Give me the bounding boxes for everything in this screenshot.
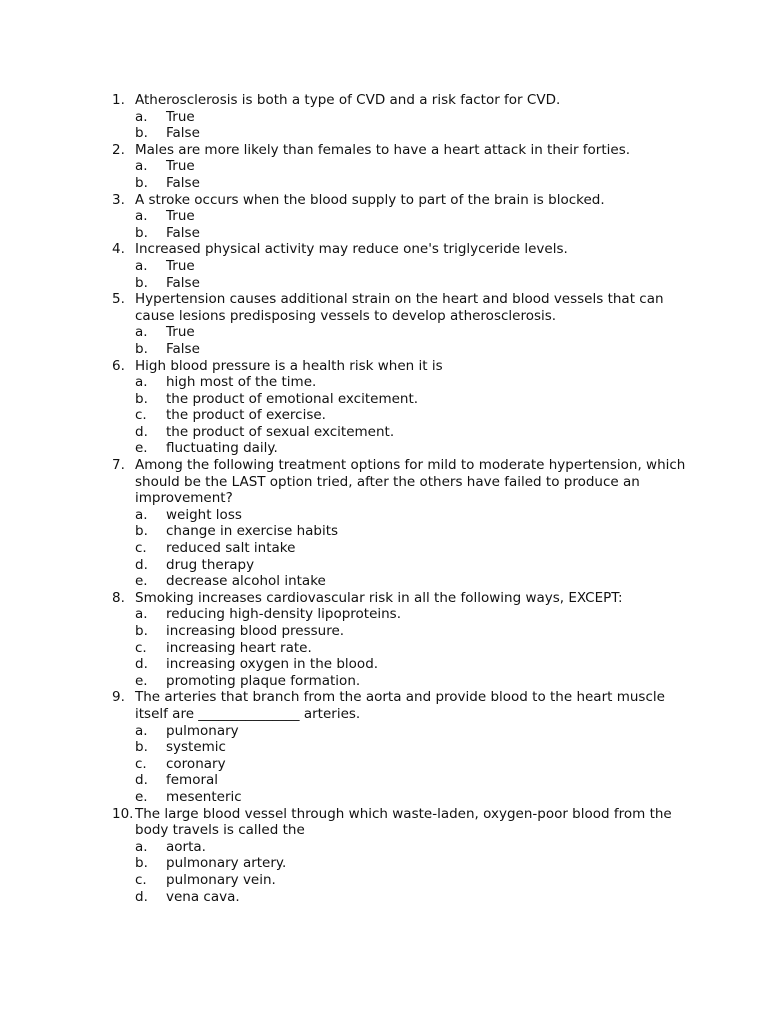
option-text: high most of the time. — [166, 374, 317, 391]
option-letter: e. — [135, 788, 148, 805]
question-7 — [112, 457, 692, 507]
option-text: vena cava. — [166, 888, 240, 905]
option-letter: d. — [135, 423, 148, 440]
option-item — [112, 341, 692, 358]
option-item — [112, 889, 692, 906]
option-letter: e. — [135, 672, 148, 689]
question-5 — [112, 291, 692, 324]
question-text: Among the following treatment options for mild to moderate hypertension, which should be the LAST option tried, after the others have failed to produce an improvement? — [135, 457, 690, 507]
option-text: False — [166, 340, 200, 357]
question-text: High blood pressure is a health risk when it is — [135, 357, 443, 374]
option-text: pulmonary artery. — [166, 855, 287, 872]
option-text: reduced salt intake — [166, 540, 296, 557]
option-letter: b. — [135, 224, 148, 241]
option-item — [112, 640, 692, 657]
option-letter: b. — [135, 523, 148, 540]
option-item — [112, 789, 692, 806]
option-text: increasing oxygen in the blood. — [166, 656, 379, 673]
question-number: 4. — [112, 241, 125, 258]
question-number: 2. — [112, 141, 125, 158]
option-text: the product of sexual excitement. — [166, 423, 395, 440]
option-item — [112, 523, 692, 540]
question-text: Males are more likely than females to have a heart attack in their forties. — [135, 141, 631, 158]
option-letter: a. — [135, 208, 148, 225]
option-text: True — [166, 324, 195, 341]
option-item — [112, 158, 692, 175]
option-item — [112, 175, 692, 192]
option-letter: c. — [135, 871, 147, 888]
option-item — [112, 391, 692, 408]
option-item — [112, 374, 692, 391]
option-text: True — [166, 158, 195, 175]
option-letter: b. — [135, 739, 148, 756]
question-text: A stroke occurs when the blood supply to part of the brain is blocked. — [135, 191, 605, 208]
option-letter: a. — [135, 722, 148, 739]
option-text: coronary — [166, 755, 226, 772]
option-item — [112, 573, 692, 590]
question-number: 10. — [112, 805, 134, 822]
option-item — [112, 225, 692, 242]
option-item — [112, 109, 692, 126]
option-item — [112, 756, 692, 773]
option-text: False — [166, 174, 200, 191]
question-3 — [112, 192, 692, 209]
question-number: 5. — [112, 291, 125, 308]
option-text: change in exercise habits — [166, 523, 339, 540]
question-number: 1. — [112, 92, 125, 108]
option-item — [112, 606, 692, 623]
question-2 — [112, 142, 692, 159]
option-text: fluctuating daily. — [166, 440, 278, 457]
question-number: 3. — [112, 191, 125, 208]
question-number: 6. — [112, 357, 125, 374]
question-8 — [112, 590, 692, 607]
option-item — [112, 656, 692, 673]
option-text: False — [166, 224, 200, 241]
option-text: False — [166, 125, 200, 142]
question-number: 9. — [112, 689, 125, 706]
option-letter: d. — [135, 772, 148, 789]
option-item — [112, 839, 692, 856]
option-letter: c. — [135, 639, 147, 656]
option-item — [112, 673, 692, 690]
option-text: drug therapy — [166, 556, 255, 573]
question-6 — [112, 358, 692, 375]
question-text: Smoking increases cardiovascular risk in all the following ways, EXCEPT: — [135, 589, 623, 606]
option-letter: a. — [135, 158, 148, 175]
option-letter: b. — [135, 855, 148, 872]
option-text: femoral — [166, 772, 219, 789]
option-text: pulmonary — [166, 722, 239, 739]
option-item — [112, 258, 692, 275]
option-letter: a. — [135, 506, 148, 523]
option-letter: a. — [135, 606, 148, 623]
option-letter: c. — [135, 540, 147, 557]
question-text: Atherosclerosis is both a type of CVD and a risk factor for CVD. — [135, 92, 561, 108]
option-item — [112, 440, 692, 457]
option-item — [112, 739, 692, 756]
option-item — [112, 772, 692, 789]
option-item — [112, 208, 692, 225]
option-item — [112, 324, 692, 341]
option-item — [112, 407, 692, 424]
question-4 — [112, 241, 692, 258]
option-letter: a. — [135, 257, 148, 274]
option-letter: a. — [135, 324, 148, 341]
option-item — [112, 540, 692, 557]
option-letter: e. — [135, 440, 148, 457]
option-letter: a. — [135, 374, 148, 391]
question-text: Increased physical activity may reduce one's triglyceride levels. — [135, 241, 568, 258]
option-text: mesenteric — [166, 788, 242, 805]
option-item — [112, 275, 692, 292]
option-item — [112, 623, 692, 640]
option-letter: b. — [135, 390, 148, 407]
option-letter: b. — [135, 340, 148, 357]
option-letter: d. — [135, 656, 148, 673]
quiz-list — [112, 92, 692, 905]
option-letter: a. — [135, 108, 148, 125]
option-letter: b. — [135, 623, 148, 639]
question-number: 8. — [112, 589, 125, 606]
option-text: increasing heart rate. — [166, 639, 312, 656]
option-letter: d. — [135, 888, 148, 905]
option-item — [112, 507, 692, 524]
option-item — [112, 855, 692, 872]
option-letter: c. — [135, 407, 147, 424]
option-letter: c. — [135, 755, 147, 772]
option-text: True — [166, 257, 195, 274]
option-text: decrease alcohol intake — [166, 573, 326, 590]
question-9 — [112, 689, 692, 722]
option-letter: b. — [135, 174, 148, 191]
option-text: False — [166, 274, 200, 291]
question-10 — [112, 806, 692, 839]
option-item — [112, 125, 692, 142]
option-text: True — [166, 208, 195, 225]
option-item — [112, 872, 692, 889]
question-text: The arteries that branch from the aorta and provide blood to the heart muscle itself are _______________ arteries. — [135, 689, 670, 722]
option-letter: e. — [135, 573, 148, 590]
option-text: the product of exercise. — [166, 407, 326, 424]
option-text: the product of emotional excitement. — [166, 390, 419, 407]
option-text: aorta. — [166, 838, 206, 855]
option-letter: d. — [135, 556, 148, 573]
option-item — [112, 424, 692, 441]
option-text: reducing high-density lipoproteins. — [166, 606, 402, 623]
option-text: systemic — [166, 739, 226, 756]
question-number: 7. — [112, 457, 125, 474]
option-text: pulmonary vein. — [166, 871, 276, 888]
option-text: increasing blood pressure. — [166, 623, 345, 639]
option-text: promoting plaque formation. — [166, 672, 361, 689]
option-text: True — [166, 108, 195, 125]
question-1 — [112, 92, 692, 109]
question-text: Hypertension causes additional strain on the heart and blood vessels that can cause lesions predisposing vessels to develop atherosclerosis. — [135, 291, 668, 324]
option-letter: b. — [135, 125, 148, 142]
option-letter: a. — [135, 838, 148, 855]
option-letter: b. — [135, 274, 148, 291]
option-item — [112, 557, 692, 574]
option-text: weight loss — [166, 506, 242, 523]
question-text: The large blood vessel through which waste-laden, oxygen-poor blood from the body travels is called the — [135, 805, 677, 839]
option-item — [112, 723, 692, 740]
